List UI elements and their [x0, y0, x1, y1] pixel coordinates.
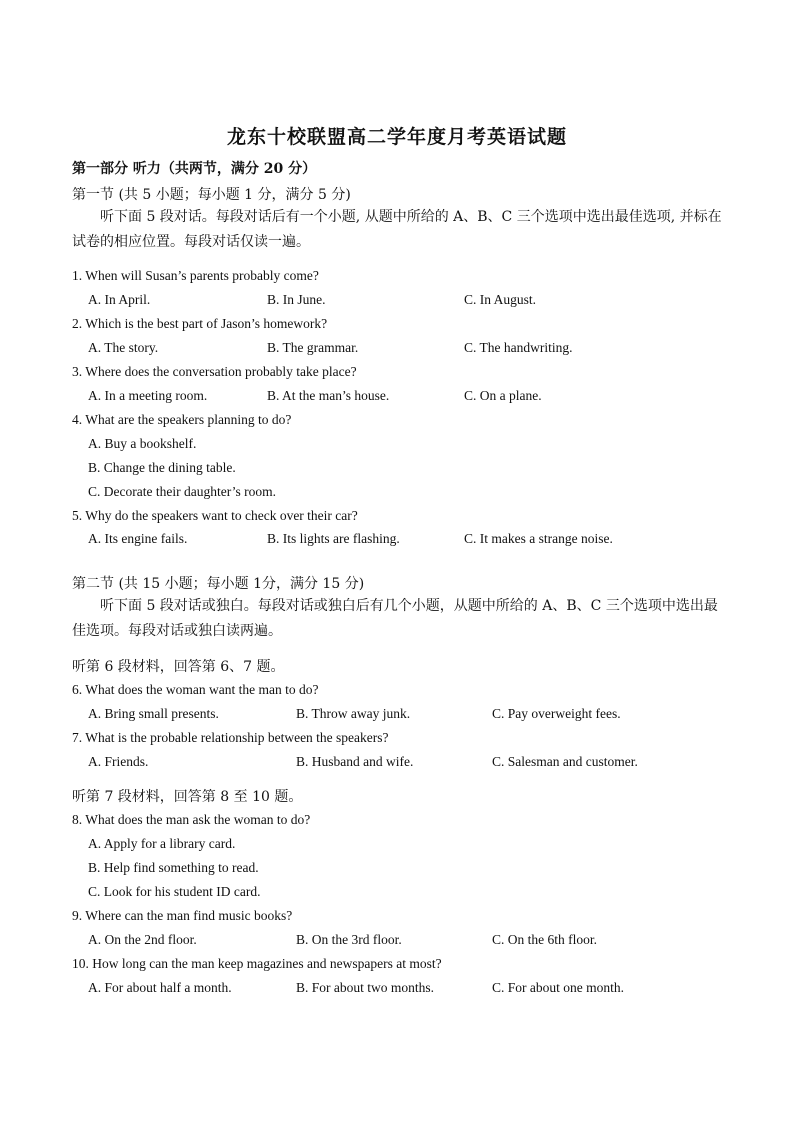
q9-option-a: A. On the 2nd floor. [88, 932, 197, 947]
question-10: 10. How long can the man keep magazines and newspapers at most? [72, 956, 442, 971]
q5-option-b: B. Its lights are flashing. [267, 531, 400, 546]
q1-option-c: C. In August. [464, 292, 537, 307]
question-1: 1. When will Susan’s parents probably come? [72, 268, 319, 283]
part1-title: 第一部分 听力（共两节，满分 20 分） [72, 161, 317, 177]
q4-option-a: A. Buy a bookshelf. [88, 436, 197, 451]
section1-instruction: 听下面 5 段对话。每段对话后有一个小题, 从题中所给的 A、B、C 三个选项中选出最佳选项, 并标在试卷的相应位置。每段对话仅读一遍。 [72, 209, 722, 250]
material-6-heading: 听第 6 段材料，回答第 6、7 题。 [72, 659, 285, 675]
q7-option-b: B. Husband and wife. [296, 754, 414, 769]
q9-option-c: C. On the 6th floor. [492, 932, 597, 947]
q1-option-a: A. In April. [88, 292, 151, 307]
q1-option-b: B. In June. [267, 292, 326, 307]
q6-option-c: C. Pay overweight fees. [492, 706, 621, 721]
section2-instruction: 听下面 5 段对话或独白。每段对话或独白后有几个小题，从题中所给的 A、B、C 三个选项中选出最佳选项。每段对话或独白读两遍。 [72, 598, 718, 639]
q4-option-c: C. Decorate their daughter’s room. [88, 484, 276, 499]
q3-option-a: A. In a meeting room. [88, 388, 208, 403]
q7-option-a: A. Friends. [88, 754, 149, 769]
q8-option-c: C. Look for his student ID card. [88, 884, 261, 899]
q10-option-a: A. For about half a month. [88, 980, 232, 995]
question-9: 9. Where can the man find music books? [72, 908, 293, 923]
material-7-heading: 听第 7 段材料，回答第 8 至 10 题。 [72, 789, 303, 805]
q10-option-b: B. For about two months. [296, 980, 435, 995]
q8-option-a: A. Apply for a library card. [88, 836, 236, 851]
q9-option-b: B. On the 3rd floor. [296, 932, 402, 947]
question-5: 5. Why do the speakers want to check over their car? [72, 508, 358, 523]
q2-option-c: C. The handwriting. [464, 340, 573, 355]
q3-option-b: B. At the man’s house. [267, 388, 390, 403]
q6-option-a: A. Bring small presents. [88, 706, 219, 721]
q7-option-c: C. Salesman and customer. [492, 754, 638, 769]
section1-title: 第一节 (共 5 小题；每小题 1 分，满分 5 分) [72, 187, 351, 203]
question-2: 2. Which is the best part of Jason’s homework? [72, 316, 328, 331]
q8-option-b: B. Help find something to read. [88, 860, 259, 875]
question-8: 8. What does the man ask the woman to do? [72, 812, 311, 827]
q5-option-c: C. It makes a strange noise. [464, 531, 613, 546]
q6-option-b: B. Throw away junk. [296, 706, 411, 721]
q2-option-b: B. The grammar. [267, 340, 359, 355]
q2-option-a: A. The story. [88, 340, 159, 355]
q3-option-c: C. On a plane. [464, 388, 542, 403]
section2-title: 第二节 (共 15 小题；每小题 1分，满分 15 分) [72, 576, 365, 592]
question-3: 3. Where does the conversation probably take place? [72, 364, 357, 379]
question-7: 7. What is the probable relationship between the speakers? [72, 730, 389, 745]
q4-option-b: B. Change the dining table. [88, 460, 236, 475]
question-6: 6. What does the woman want the man to do? [72, 682, 319, 697]
q5-option-a: A. Its engine fails. [88, 531, 188, 546]
q10-option-c: C. For about one month. [492, 980, 624, 995]
page-title: 龙东十校联盟高二学年度月考英语试题 [226, 126, 567, 148]
question-4: 4. What are the speakers planning to do? [72, 412, 292, 427]
